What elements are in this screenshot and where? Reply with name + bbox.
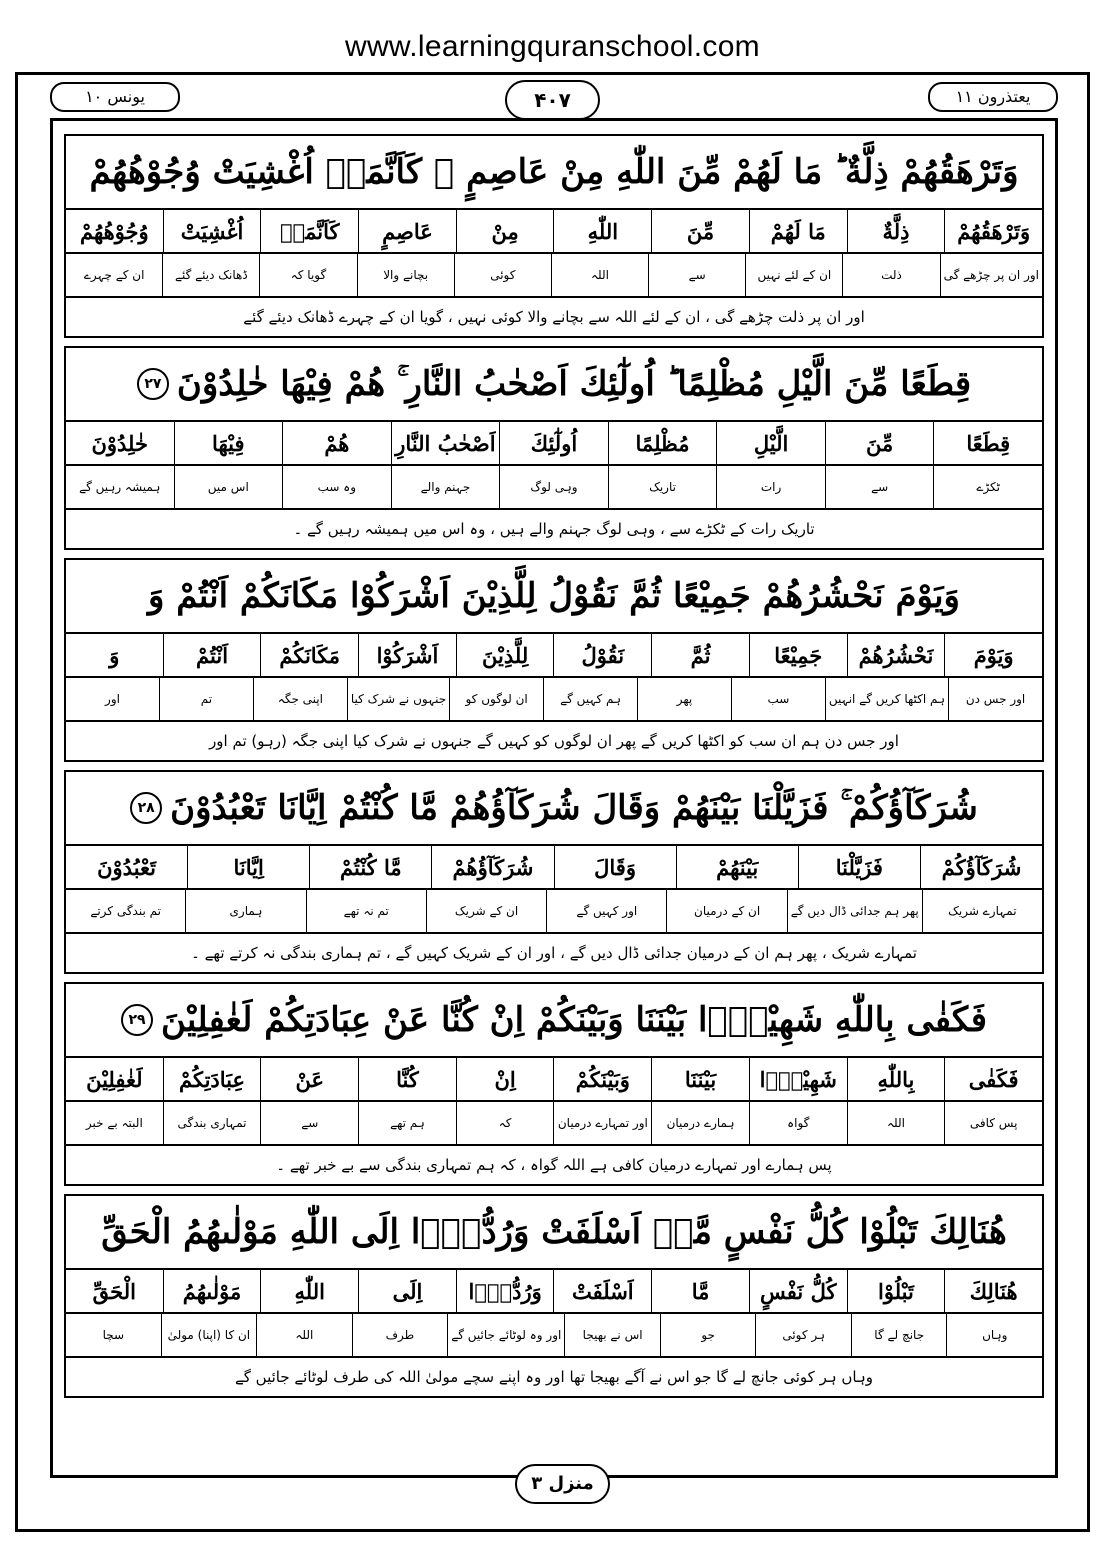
meaning-cell: اور کہیں گے [546, 890, 666, 932]
meaning-cell: تم بندگی کرتے [90, 904, 161, 918]
word-cell: تَبْلُوْا [847, 1270, 945, 1312]
word-cell: شَهِيْدًۢا [749, 1058, 847, 1100]
word-row [66, 1058, 1042, 1102]
meaning-cell: ان کا (اپنا) مولیٰ [161, 1314, 257, 1356]
word-cell: مَكَانَكُمْ [260, 634, 358, 676]
word-cell: كُنَّا [358, 1058, 456, 1100]
word-cell: اللّٰهِ [553, 210, 651, 252]
meaning-cell: ٹکڑے [933, 466, 1042, 508]
meaning-cell: اس میں [174, 466, 283, 508]
ayah-text [66, 772, 1042, 846]
meaning-cell: ہر کوئی [755, 1314, 851, 1356]
word-row [66, 634, 1042, 678]
verse-section [64, 346, 1044, 550]
meaning-cell: بچانے والا [357, 254, 454, 296]
word-row [66, 846, 1042, 890]
word-cell: عِبَادَتِكُمْ [163, 1058, 261, 1100]
word-cell: الْحَقِّ [92, 1278, 136, 1304]
translation-text: وہاں ہر کوئی جانچ لے گا جو اس نے آگے بھیجا تھا اور وہ اپنے سچے مولیٰ اللہ کی طرف لوٹائے جائیں گے [234, 1368, 874, 1386]
meaning-cell: تم نہ تھے [306, 890, 426, 932]
word-cell: بَيْنَهُمْ [676, 846, 798, 888]
verse-section [64, 558, 1044, 762]
meaning-cell: تمہاری بندگی [163, 1102, 261, 1144]
word-row [66, 422, 1042, 466]
meaning-cell: ہماری [185, 890, 305, 932]
meaning-cell: سب [731, 678, 825, 720]
word-cell: مِنْ [456, 210, 554, 252]
word-cell: ذِلَّةٌ [847, 210, 945, 252]
meaning-cell: سے [825, 466, 934, 508]
meaning-cell: پھر ہم جدائی ڈال دیں گے [787, 890, 922, 932]
meaning-cell: تاریک [608, 466, 717, 508]
verse-section [64, 134, 1044, 338]
page-number: ۴۰۷ [505, 80, 600, 120]
meaning-cell: ہم تھے [358, 1102, 456, 1144]
meaning-cell: جنہوں نے شرک کیا [347, 678, 449, 720]
meaning-cell: تمہارے شریک [922, 890, 1042, 932]
meaning-cell: ہمارے درمیان [651, 1102, 749, 1144]
meaning-cell: پھر [637, 678, 731, 720]
word-cell: وُجُوْهُهُمْ [79, 218, 149, 244]
word-cell: هُمْ [282, 422, 391, 464]
word-cell: ثُمَّ [651, 634, 749, 676]
translation-text: پس ہمارے اور تمہارے درمیان کافی ہے اللہ گواہ ، کہ ہم تمہاری بندگی سے بے خبر تھے ۔ [276, 1156, 832, 1174]
ayah-text [66, 560, 1042, 634]
word-row [66, 210, 1042, 254]
word-cell: اَصْحٰبُ النَّارِ [391, 422, 500, 464]
meaning-cell: اپنی جگہ [253, 678, 347, 720]
meaning-cell: جو [660, 1314, 756, 1356]
word-cell: عَنْ [260, 1058, 358, 1100]
meaning-cell: ان کے شریک [426, 890, 546, 932]
word-cell: مُظْلِمًا [608, 422, 717, 464]
word-cell: وَتَرْهَقُهُمْ [944, 210, 1042, 252]
meaning-cell: ہم کہیں گے [543, 678, 637, 720]
word-cell: اِيَّانَا [187, 846, 309, 888]
meaning-cell: اللہ [551, 254, 648, 296]
word-cell: فَكَفٰى [944, 1058, 1042, 1100]
word-cell: وَبَيْنَكُمْ [553, 1058, 651, 1100]
verse-section [64, 982, 1044, 1186]
page-content [64, 134, 1044, 1406]
word-cell: بَيْنَنَا [651, 1058, 749, 1100]
surah-label: یونس ۱۰ [50, 82, 180, 112]
meaning-row [66, 254, 1042, 298]
meaning-cell: ان کے درمیان [666, 890, 786, 932]
meaning-cell: اور وہ لوٹائے جائیں گے [447, 1314, 564, 1356]
word-cell: مَا لَهُمْ [749, 210, 847, 252]
meaning-row [66, 1314, 1042, 1358]
word-cell: فَزَيَّلْنَا [798, 846, 920, 888]
word-cell: نَحْشُرُهُمْ [847, 634, 945, 676]
site-url: www.learningquranschool.com [345, 30, 760, 63]
word-cell: اَشْرَكُوْا [358, 634, 456, 676]
meaning-cell: اللہ [847, 1102, 945, 1144]
meaning-cell: ان کے لئے نہیں [745, 254, 842, 296]
meaning-cell: کوئی [454, 254, 551, 296]
word-cell: اِلَى [358, 1270, 456, 1312]
verse-section [64, 1194, 1044, 1398]
word-cell: شُرَكَآؤُكُمْ [920, 846, 1042, 888]
word-cell: وَقَالَ [554, 846, 676, 888]
meaning-cell: گویا کہ [259, 254, 356, 296]
word-cell: قِطَعًا [933, 422, 1042, 464]
word-cell: هُنَالِكَ [944, 1270, 1042, 1312]
meaning-cell: اور جس دن [948, 678, 1042, 720]
meaning-cell: اللہ [256, 1314, 352, 1356]
meaning-cell: ہمیشہ رہیں گے [79, 480, 161, 494]
word-cell: وَرُدُّوْۤا [456, 1270, 554, 1312]
meaning-cell: گواہ [749, 1102, 847, 1144]
word-cell: مَوْلٰىهُمُ [163, 1270, 261, 1312]
meaning-row [66, 890, 1042, 934]
meaning-cell: ڈھانک دیئے گئے [162, 254, 259, 296]
ayah-arabic: هُنَالِكَ تَبْلُوْا كُلُّ نَفْسٍ مَّاۤ اَسْلَفَتْ وَرُدُّوْۤا اِلَى اللّٰهِ مَوْلٰىهُمُ الْحَقِّ [101, 1212, 1007, 1252]
word-cell: نَقُوْلُ [553, 634, 651, 676]
meaning-row [66, 1102, 1042, 1146]
ayah-arabic: وَيَوْمَ نَحْشُرُهُمْ جَمِيْعًا ثُمَّ نَقُوْلُ لِلَّذِيْنَ اَشْرَكُوْا مَكَانَكُمْ اَنْتُمْ وَ [148, 576, 960, 616]
meaning-cell: ذلت [842, 254, 939, 296]
translation-text: تاریک رات کے ٹکڑے سے ، وہی لوگ جہنم والے ہیں ، وہ اس میں ہمیشہ رہیں گے ۔ [293, 520, 815, 538]
meaning-cell: کہ [456, 1102, 554, 1144]
meaning-row [66, 466, 1042, 510]
meaning-cell: پس کافی [944, 1102, 1042, 1144]
word-cell: اُولٰٓئِكَ [499, 422, 608, 464]
ayah-arabic: وَتَرْهَقُهُمْ ذِلَّةٌ ؕ مَا لَهُمْ مِّنَ اللّٰهِ مِنْ عَاصِمٍ ۚ كَاَنَّمَاۤ اُغْشِيَتْ وُجُوْهُهُمْ [89, 152, 1019, 192]
verse-section [64, 770, 1044, 974]
word-cell: عَاصِمٍ [358, 210, 456, 252]
meaning-cell: ان لوگوں کو [449, 678, 543, 720]
word-cell: الَّيْلِ [716, 422, 825, 464]
ayah-text [66, 348, 1042, 422]
meaning-cell: جہنم والے [391, 466, 500, 508]
word-cell: مَّا كُنْتُمْ [309, 846, 431, 888]
meaning-cell: جانچ لے گا [851, 1314, 947, 1356]
word-cell: بِاللّٰهِ [847, 1058, 945, 1100]
meaning-cell: سے [648, 254, 745, 296]
word-cell: شُرَكَآؤُهُمْ [431, 846, 553, 888]
word-cell: وَ [109, 642, 120, 668]
manzil-label: منزل ۳ [515, 1464, 610, 1504]
meaning-cell: سے [260, 1102, 358, 1144]
word-cell: مِّنَ [825, 422, 934, 464]
meaning-cell: وہ سب [282, 466, 391, 508]
word-cell: فِيْهَا [174, 422, 283, 464]
word-cell: اُغْشِيَتْ [163, 210, 261, 252]
meaning-cell: تم [159, 678, 253, 720]
ayah-text [66, 136, 1042, 210]
word-cell: لِلَّذِيْنَ [456, 634, 554, 676]
translation-text: اور جس دن ہم ان سب کو اکٹھا کریں گے پھر ان لوگوں کو کہیں گے جنہوں نے شرک کیا اپنی جگہ (رہو) تم اور [209, 732, 899, 750]
ayah-arabic: فَكَفٰى بِاللّٰهِ شَهِيْدًۢا بَيْنَنَا وَبَيْنَكُمْ اِنْ كُنَّا عَنْ عِبَادَتِكُمْ لَغٰفِلِيْنَ [161, 1000, 987, 1040]
word-row [66, 1270, 1042, 1314]
word-cell: كُلُّ نَفْسٍ [749, 1270, 847, 1312]
meaning-cell: اور تمہارے درمیان [553, 1102, 651, 1144]
word-cell: اِنْ [456, 1058, 554, 1100]
word-cell: مِّنَ [651, 210, 749, 252]
meaning-cell: سچا [102, 1328, 125, 1342]
ayah-text [66, 1196, 1042, 1270]
word-cell: لَغٰفِلِيْنَ [86, 1066, 143, 1092]
meaning-cell: اور [105, 692, 120, 706]
translation-text: تمہارے شریک ، پھر ہم ان کے درمیان جدائی ڈال دیں گے ، اور ان کے شریک کہیں گے ، تم ہماری بندگی نہ کرتے تھے ۔ [191, 944, 917, 962]
word-cell: وَيَوْمَ [944, 634, 1042, 676]
ayah-number-marker: ۲۹ [121, 1004, 153, 1036]
word-cell: اَسْلَفَتْ [553, 1270, 651, 1312]
ayah-number-marker: ۲۷ [137, 368, 169, 400]
meaning-cell: طرف [352, 1314, 448, 1356]
juz-label: یعتذرون ۱۱ [928, 82, 1058, 112]
word-cell: خٰلِدُوْنَ [91, 430, 148, 456]
meaning-cell: رات [716, 466, 825, 508]
ayah-number-marker: ۲۸ [130, 792, 162, 824]
word-cell: اللّٰهِ [260, 1270, 358, 1312]
meaning-cell: اور ان پر چڑھے گی [940, 254, 1042, 296]
meaning-cell: اس نے بھیجا [564, 1314, 660, 1356]
word-cell: اَنْتُمْ [163, 634, 261, 676]
meaning-cell: ہم اکٹھا کریں گے انہیں [825, 678, 948, 720]
ayah-arabic: قِطَعًا مِّنَ الَّيْلِ مُظْلِمًا ؕ اُولٰٓئِكَ اَصْحٰبُ النَّارِ ۚ هُمْ فِيْهَا خٰلِدُوْنَ [176, 364, 972, 404]
word-cell: تَعْبُدُوْنَ [97, 854, 157, 880]
meaning-cell: وہاں [946, 1314, 1042, 1356]
word-cell: كَاَنَّمَاۤ [260, 210, 358, 252]
translation-text: اور ان پر ذلت چڑھے گی ، ان کے لئے اللہ سے بچانے والا کوئی نہیں ، گویا ان کے چہرے ڈھانک دیئے گئے [243, 308, 865, 326]
ayah-arabic: شُرَكَآؤُكُمْ ۚ فَزَيَّلْنَا بَيْنَهُمْ وَقَالَ شُرَكَآؤُهُمْ مَّا كُنْتُمْ اِيَّانَا تَعْبُدُوْنَ [170, 788, 978, 828]
meaning-cell: وہی لوگ [499, 466, 608, 508]
ayah-text [66, 984, 1042, 1058]
word-cell: جَمِيْعًا [749, 634, 847, 676]
meaning-cell: البتہ بے خبر [85, 1116, 143, 1130]
meaning-cell: ان کے چہرے [83, 268, 145, 282]
word-cell: مَّا [651, 1270, 749, 1312]
meaning-row [66, 678, 1042, 722]
